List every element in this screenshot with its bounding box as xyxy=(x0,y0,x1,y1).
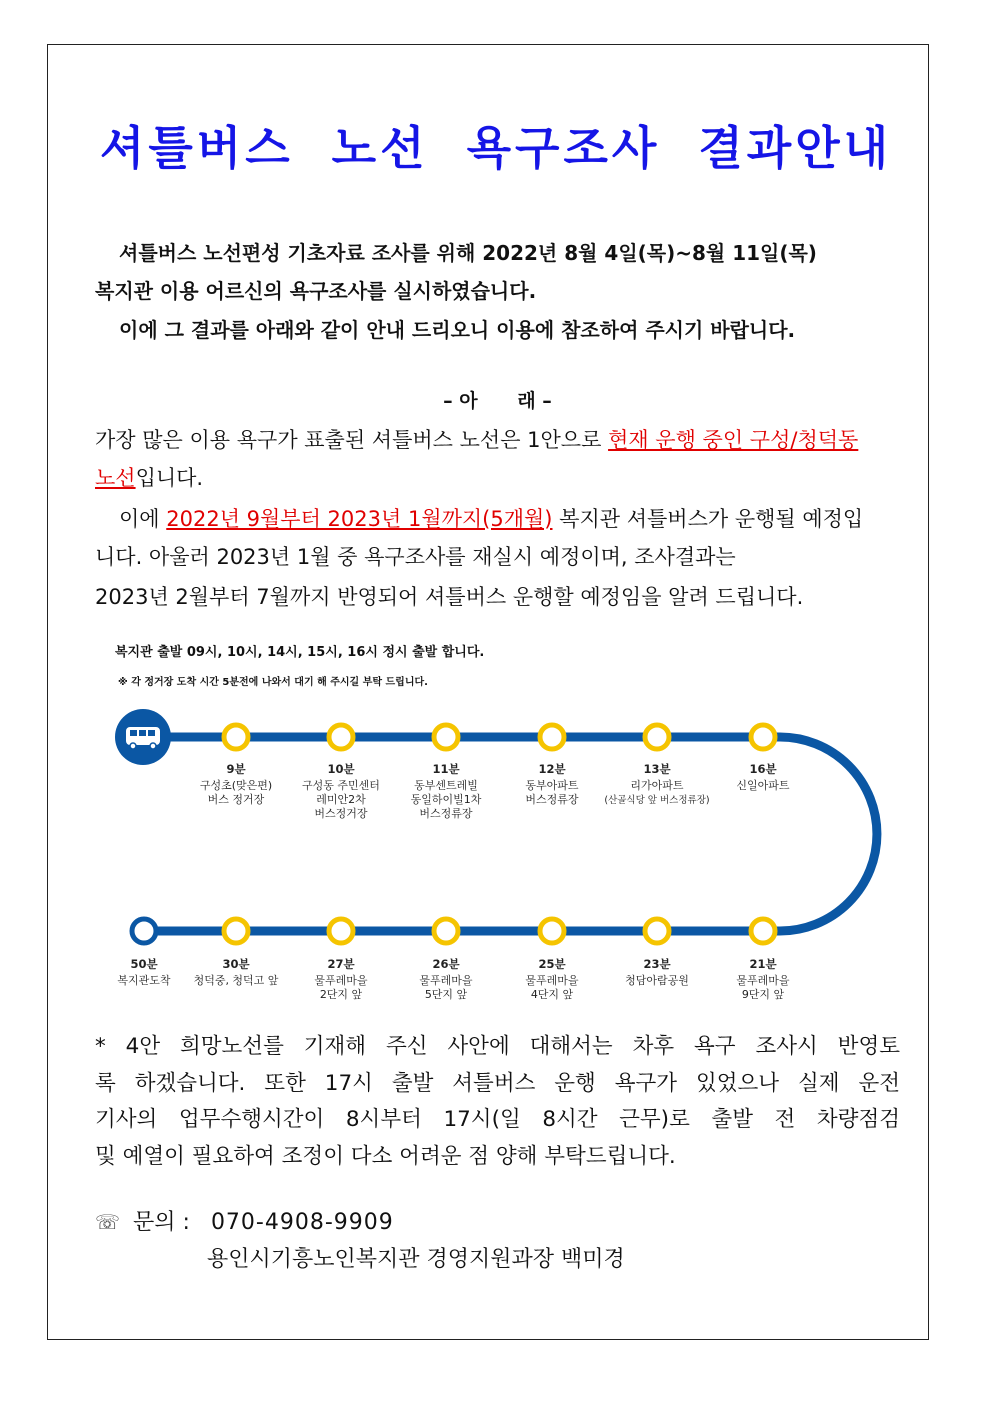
stop-name: 버스정류장 xyxy=(525,793,579,806)
stop-time: 23분 xyxy=(643,957,671,971)
bus-stop-marker xyxy=(645,919,669,943)
bus-stop-marker xyxy=(751,919,775,943)
stop-time: 11분 xyxy=(432,762,460,776)
stop-time: 21분 xyxy=(749,957,777,971)
bus-wheel xyxy=(130,743,136,749)
stop-name: 신일아파트 xyxy=(736,779,790,792)
intro-line-1: 셔틀버스 노선편성 기초자료 조사를 위해 2022년 8월 4일(목)~8월 11일(목) xyxy=(119,241,817,265)
stop-time: 13분 xyxy=(643,762,671,776)
route-header: 복지관 출발 09시, 10시, 14시, 15시, 16시 정시 출발 합니다. xyxy=(115,645,485,660)
stop-time: 16분 xyxy=(749,762,777,776)
stop-name: 4단지 앞 xyxy=(530,988,574,1001)
bus-stop-marker xyxy=(645,725,669,749)
contact-phone: 070-4908-9909 xyxy=(210,1210,394,1235)
intro-line-2: 복지관 이용 어르신의 욕구조사를 실시하였습니다. xyxy=(95,279,537,303)
result-highlight: 노선 xyxy=(95,466,136,490)
stop-name: 동부센트레빌 xyxy=(414,779,478,792)
bus-window xyxy=(139,730,146,736)
stop-time: 9분 xyxy=(226,762,246,776)
result-text: 복지관 셔틀버스가 운행될 예정입 xyxy=(552,507,864,531)
end-stop-marker xyxy=(132,919,156,943)
stop-time: 25분 xyxy=(538,957,566,971)
bus-stop-marker xyxy=(540,725,564,749)
bus-stop-marker xyxy=(751,725,775,749)
stop-name: 동일하이빌1차 xyxy=(410,793,482,806)
stop-name: 버스정거장 xyxy=(314,807,368,820)
stop-time: 12분 xyxy=(538,762,566,776)
stop-time: 30분 xyxy=(222,957,250,971)
stop-name: 복지관도착 xyxy=(117,974,171,987)
stop-name: 청덕중, 청덕고 앞 xyxy=(193,974,279,987)
stop-name: 구성초(맞은편) xyxy=(199,779,273,792)
contact-label: 문의 : xyxy=(133,1210,190,1235)
stop-name: 2단지 앞 xyxy=(319,988,363,1001)
telephone-icon: ☏ xyxy=(95,1210,121,1234)
result-text: 입니다. xyxy=(135,466,204,490)
page-title: 셔틀버스 노선 욕구조사 결과안내 xyxy=(99,121,893,175)
bus-stop-marker xyxy=(224,919,248,943)
stop-name: (산골식당 앞 버스정류장) xyxy=(604,795,710,806)
bus-window xyxy=(148,730,155,736)
period-highlight: 2022년 9월부터 2023년 1월까지(5개월) xyxy=(166,507,553,531)
stop-name: 구성동 주민센터 xyxy=(302,779,380,792)
stop-time: 26분 xyxy=(432,957,460,971)
contact-line xyxy=(95,1205,394,1236)
stop-name: 버스 정거장 xyxy=(207,793,265,806)
intro-line-3: 이에 그 결과를 아래와 같이 안내 드리오니 이용에 참조하여 주시기 바랍니다. xyxy=(119,318,796,342)
stop-name: 리가아파트 xyxy=(630,779,684,792)
stop-name: 레미안2차 xyxy=(316,793,366,806)
bus-stop-marker xyxy=(434,919,458,943)
stop-time: 27분 xyxy=(327,957,355,971)
bus-stop-marker xyxy=(224,725,248,749)
note-line-1: * 4안 희망노선를 기재해 주신 사안에 대해서는 차후 욕구 조사시 반영토 xyxy=(95,1034,900,1059)
note-line-3: 기사의 업무수행시간이 8시부터 17시(일 8시간 근무)로 출발 전 차량점검 xyxy=(95,1107,900,1132)
stop-name: 물푸레마을 xyxy=(736,974,790,987)
stop-name: 물푸레마을 xyxy=(314,974,368,987)
bus-window xyxy=(130,730,137,736)
stop-name: 9단지 앞 xyxy=(741,988,785,1001)
result-line-4: 니다. 아울러 2023년 1월 중 욕구조사를 재실시 예정이며, 조사결과는 xyxy=(95,545,736,569)
stop-name: 물푸레마을 xyxy=(525,974,579,987)
stop-name: 동부아파트 xyxy=(525,779,579,792)
result-text: 가장 많은 이용 욕구가 표출된 셔틀버스 노선은 1안으로 xyxy=(95,428,609,452)
stop-name: 물푸레마을 xyxy=(419,974,473,987)
contact-person: 용인시기흥노인복지관 경영지원과장 백미경 xyxy=(207,1247,625,1272)
bus-stop-marker xyxy=(434,725,458,749)
stop-name: 5단지 앞 xyxy=(424,988,468,1001)
stop-time: 10분 xyxy=(327,762,355,776)
notice-heading: – 아 래 – xyxy=(443,390,552,412)
stop-time: 50분 xyxy=(130,957,158,971)
stop-name: 버스정류장 xyxy=(419,807,473,820)
result-line-5: 2023년 2월부터 7월까지 반영되어 셔틀버스 운행할 예정임을 알려 드립니다. xyxy=(95,585,804,609)
note-block xyxy=(95,1029,900,1175)
bus-wheel xyxy=(150,743,156,749)
bus-stop-marker xyxy=(329,725,353,749)
bus-stop-marker xyxy=(540,919,564,943)
stop-name: 청담아람공원 xyxy=(625,974,689,987)
result-highlight: 현재 운행 중인 구성/청덕동 xyxy=(608,428,859,452)
note-line-4: 및 예열이 필요하여 조정이 다소 어려운 점 양해 부탁드립니다. xyxy=(95,1143,676,1169)
result-text: 이에 xyxy=(119,507,167,531)
note-line-2: 록 하겠습니다. 또한 17시 출발 셔틀버스 운행 욕구가 있었으나 실제 운전 xyxy=(95,1070,900,1096)
route-subheader: ※ 각 정거장 도착 시간 5분전에 나와서 대기 해 주시길 부탁 드립니다. xyxy=(118,677,428,688)
bus-stop-marker xyxy=(329,919,353,943)
